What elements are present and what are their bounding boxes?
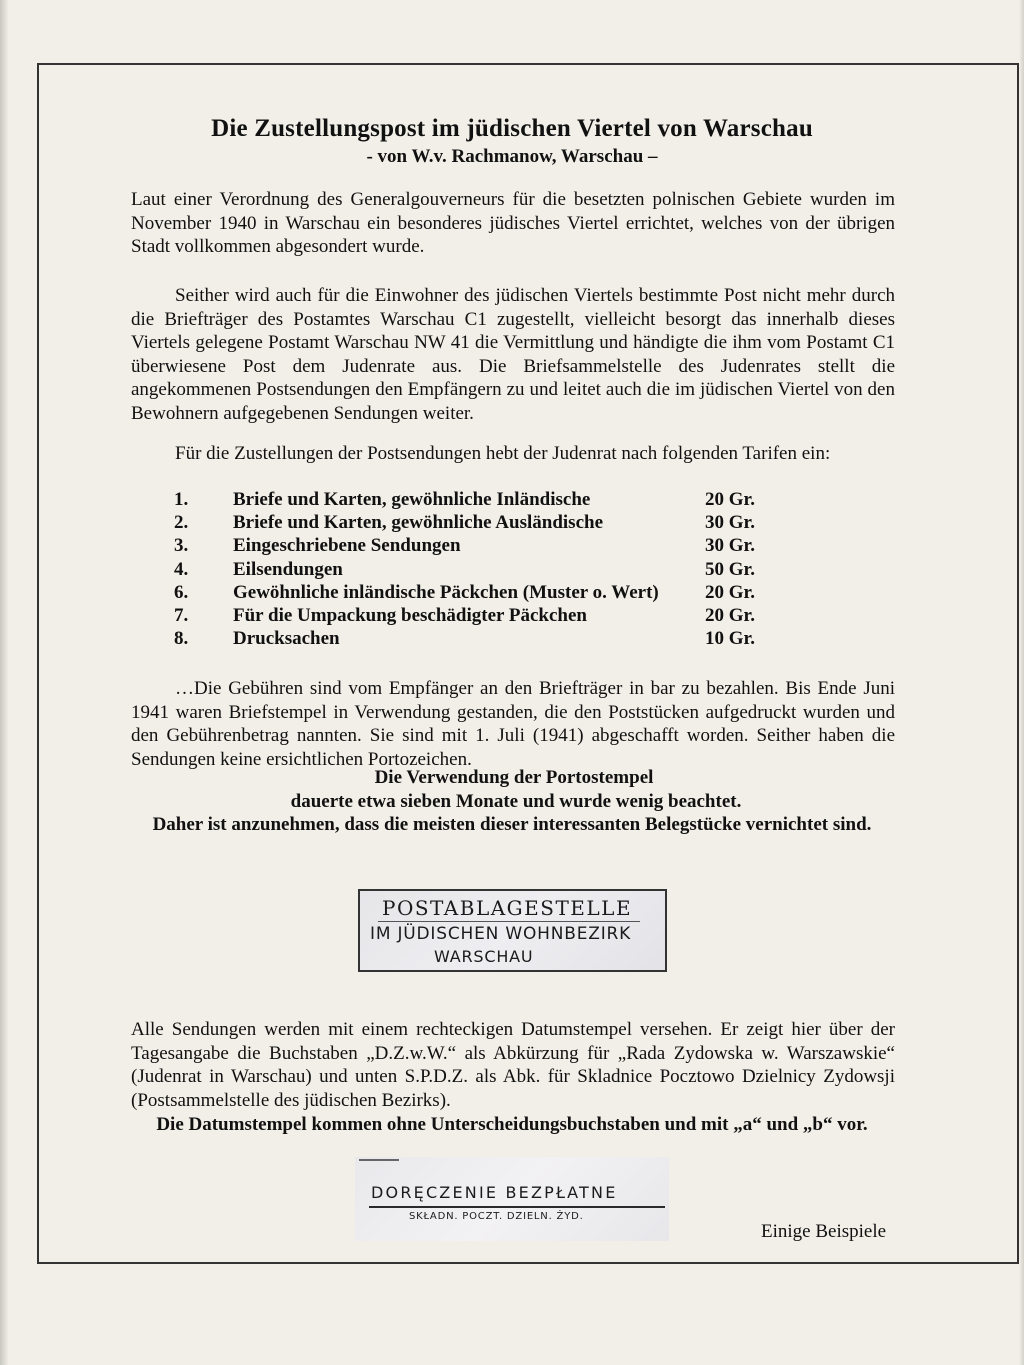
stamp-line-3: WARSCHAU [434,947,534,966]
tariff-price: 50 Gr. [705,558,755,580]
bold-note-line-3: Daher ist anzunehmen, dass die meisten dieser interessanten Belegstücke vernichtet sind. [152,814,872,835]
stamp-line-2: SKŁADN. POCZT. DZIELN. ŻYD. [409,1211,584,1222]
tariff-row [174,628,794,651]
tariff-row [174,512,794,535]
bold-note-line-2: dauerte etwa sieben Monate und wurde wenig beachtet. [290,791,742,812]
postablagestelle-stamp-image [358,889,667,972]
stamp-line-1: POSTABLAGESTELLE [382,896,633,920]
doreczenie-stamp-image [355,1157,669,1241]
paragraph-intro: Laut einer Verordnung des Generalgouverneurs für die besetzten polnischen Gebiete wurden im November 1940 in Warschau ein besonderes jüdisches Viertel errichtet, welches von der übrigen Stadt vollkommen abgesondert wurde. [131,189,895,257]
tariff-number: 3. [174,535,189,557]
tariff-list [174,489,794,651]
tariff-row [174,582,794,605]
examples-caption: Einige Beispiele [761,1221,887,1242]
tariff-price: 20 Gr. [705,581,755,603]
tariff-description: Eingeschriebene Sendungen [233,535,461,557]
stamp-mark [359,1159,399,1161]
bold-note-line-4: Die Datumstempel kommen ohne Unterscheidungsbuchstaben und mit „a“ und „b“ vor. [156,1114,868,1135]
tariff-row [174,559,794,582]
tariff-row [174,535,794,558]
paragraph-date-stamp: Alle Sendungen werden mit einem rechteckigen Datumstempel versehen. Er zeigt hier über der Tagesangabe die Buchstaben „D.Z.w.W.“ als Abkürzung für „Rada Zydowska w. Warszawskie“ (Judenrat in Warschau) und unten S.P.D.Z. als Abk. für Skladnice Pocztowo Dzielnicy Zydowsji (Postsammelstelle des jüdischen Bezirks). [131,1019,895,1111]
stamp-divider [378,921,640,922]
tariff-number: 2. [174,512,189,534]
tariff-description: Gewöhnliche inländische Päckchen (Muster o. Wert) [233,581,659,603]
author-line: - von W.v. Rachmanow, Warschau – [366,146,658,167]
tariff-row [174,489,794,512]
paragraph-post-delivery: Seither wird auch für die Einwohner des jüdischen Viertels bestimmte Post nicht mehr durch die Briefträger des Postamtes Warschau C1 zugestellt, vielleicht besorgt das innerhalb dieses Viertels gelegene Postamt Warschau NW 41 die Vermittlung und händigte die ihm vom Postamt C1 überwiesene Post dem Judenrate aus. Die Briefsammelstelle des Judenrates stellt die angekommenen Postsendungen den Empfängern zu und leitet auch die im jüdischen Viertel von den Bewohnern aufgegebenen Sendungen weiter. [131,285,895,424]
tariff-description: Briefe und Karten, gewöhnliche Ausländische [233,512,603,534]
tariff-price: 10 Gr. [705,628,755,650]
tariff-description: Drucksachen [233,628,340,650]
tariff-price: 30 Gr. [705,512,755,534]
page-edge-left [0,0,8,1365]
tariff-number: 7. [174,604,189,626]
tariff-description: Briefe und Karten, gewöhnliche Inländische [233,489,591,510]
tariff-number: 8. [174,628,189,650]
tariff-number: 1. [174,489,189,510]
page-title: Die Zustellungspost im jüdischen Viertel von Warschau [211,115,813,142]
tariff-intro: Für die Zustellungen der Postsendungen hebt der Judenrat nach folgenden Tarifen ein: [175,443,831,464]
paragraph-fees: …Die Gebühren sind vom Empfänger an den Briefträger in bar zu bezahlen. Bis Ende Juni 1941 waren Briefstempel in Verwendung gestanden, die den Poststücken aufgedruckt wurden und den Gebührenbetrag nannten. Sie sind mit 1. Juli (1941) abgeschafft worden. Seither haben die Sendungen keine ersichtlichen Portozeichen. [131,678,895,770]
tariff-number: 6. [174,581,189,603]
tariff-row [174,605,794,628]
tariff-price: 20 Gr. [705,489,755,510]
stamp-line-2: IM JÜDISCHEN WOHNBEZIRK [370,924,632,944]
stamp-divider [369,1206,665,1208]
page-edge-right [1019,0,1024,1365]
tariff-number: 4. [174,558,189,580]
tariff-description: Eilsendungen [233,558,343,580]
tariff-price: 30 Gr. [705,535,755,557]
tariff-price: 20 Gr. [705,604,755,626]
stamp-line-1: DORĘCZENIE BEZPŁATNE [371,1183,618,1202]
tariff-description: Für die Umpackung beschädigter Päckchen [233,604,587,626]
bold-note-line-1: Die Verwendung der Portostempel [374,767,654,788]
